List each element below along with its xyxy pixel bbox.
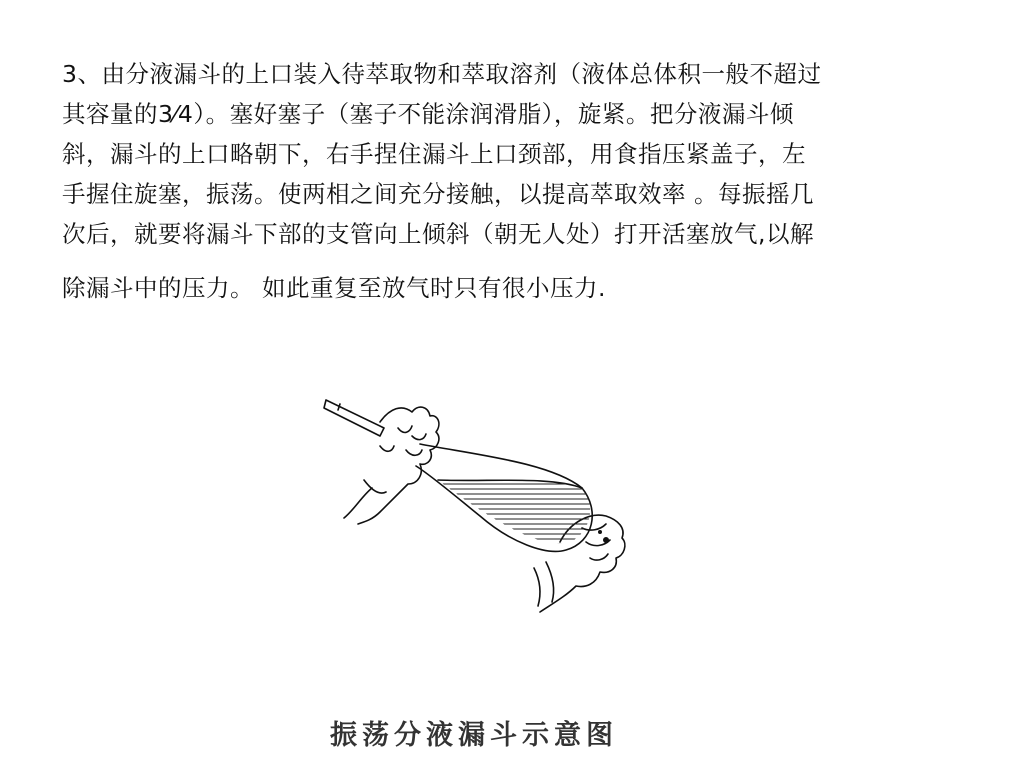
paragraph-line-1: 3、由分液漏斗的上口装入待萃取物和萃取溶剂（液体总体积一般不超过 <box>62 60 822 88</box>
paragraph-line-2: 其容量的3⁄4）。塞好塞子（塞子不能涂润滑脂），旋紧。把分液漏斗倾 <box>62 100 794 128</box>
paragraph-line-6: 除漏斗中的压力。 如此重复至放气时只有很小压力. <box>62 274 606 302</box>
funnel-neck <box>324 400 384 436</box>
figure-caption: 振荡分液漏斗示意图 <box>330 720 618 751</box>
separatory-funnel-illustration <box>320 392 640 622</box>
funnel-shaking-drawing <box>320 392 640 622</box>
paragraph-line-5: 次后，就要将漏斗下部的支管向上倾斜（朝无人处）打开活塞放气,以解 <box>62 220 814 248</box>
paragraph-line-4: 手握住旋塞，振荡。使两相之间充分接触，以提高萃取效率 。每振摇几 <box>62 180 814 208</box>
left-hand <box>358 407 439 524</box>
funnel-body <box>416 444 592 551</box>
procedure-paragraph <box>62 54 967 308</box>
paragraph-line-3: 斜，漏斗的上口略朝下，右手捏住漏斗上口颈部，用食指压紧盖子，左 <box>62 140 806 168</box>
